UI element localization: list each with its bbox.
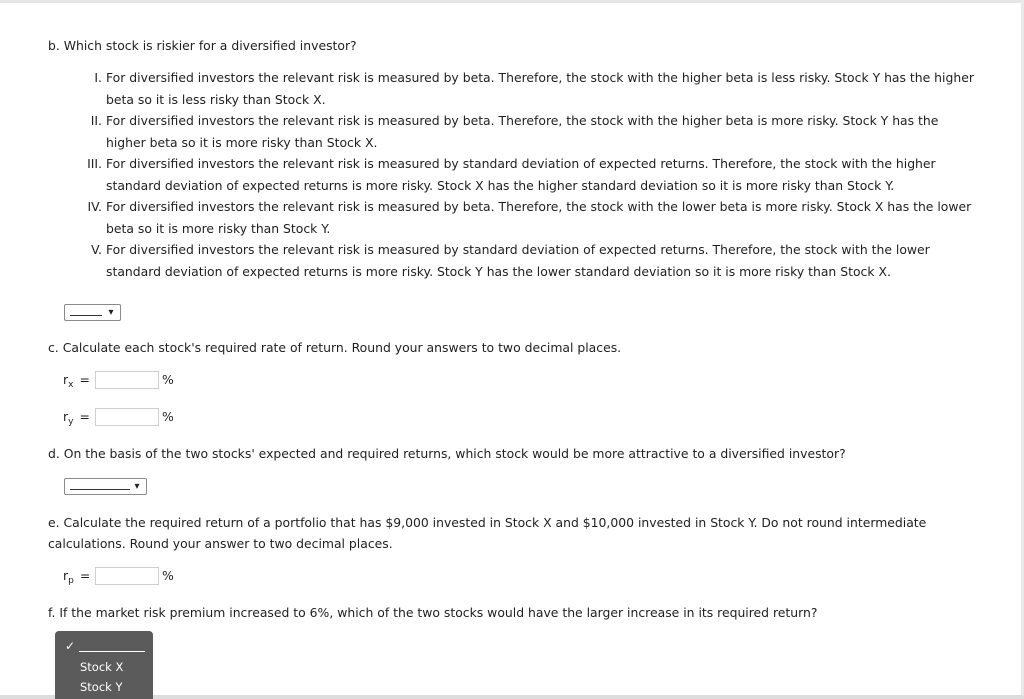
rp-symbol: r (63, 568, 69, 583)
chevron-down-icon: ▾ (108, 307, 114, 318)
dropdown-option-stock-y[interactable]: Stock Y (80, 680, 123, 694)
option-numeral: I. (94, 70, 102, 85)
rx-subscript: x (68, 380, 74, 390)
rp-label (63, 567, 90, 590)
option-numeral: III. (87, 156, 102, 171)
option-text: For diversified investors the relevant risk is measured by beta. Therefore, the stock with the higher beta is less risky. Stock Y has the higher beta so it is less risky than Stock X. (106, 70, 974, 107)
dropdown-selected-blank-option[interactable] (63, 641, 147, 655)
question-d-select[interactable] (64, 478, 147, 495)
chevron-down-icon: ▾ (134, 481, 140, 492)
select-placeholder-line (70, 315, 102, 316)
dropdown-option-stock-x[interactable]: Stock X (80, 660, 124, 674)
question-d-prompt: d. On the basis of the two stocks' expected and required returns, which stock would be more attractive to a diversified investor? (48, 446, 846, 461)
option-numeral: II. (90, 113, 102, 128)
ry-input[interactable] (95, 408, 159, 426)
option-text: For diversified investors the relevant risk is measured by standard deviation of expected returns. Therefore, the stock with the lower standard deviation of expected returns is more risky. Stock Y has the lower standard deviation so it is more risky than Stock X. (106, 242, 930, 279)
option-i (80, 67, 980, 110)
question-f-prompt: f. If the market risk premium increased to 6%, which of the two stocks would have the larger increase in its required return? (48, 605, 818, 620)
rp-percent: % (162, 568, 174, 583)
option-v (80, 239, 980, 282)
rp-subscript: p (68, 576, 74, 586)
option-text: For diversified investors the relevant risk is measured by standard deviation of expected returns. Therefore, the stock with the higher standard deviation of expected returns is more risky. Stock X has the higher standard deviation so it is more risky than Stock Y. (106, 156, 936, 193)
question-c-prompt: c. Calculate each stock's required rate of return. Round your answers to two decimal places. (48, 340, 622, 355)
rx-equals: = (79, 372, 90, 387)
rx-input[interactable] (95, 371, 159, 389)
question-b-select[interactable] (64, 304, 121, 321)
question-b-prompt: b. Which stock is riskier for a diversified investor? (48, 38, 357, 53)
select-placeholder-line (70, 489, 130, 490)
question-e-prompt: e. Calculate the required return of a portfolio that has $9,000 invested in Stock X and $10,000 invested in Stock Y. Do not round intermediate calculations. Round your answer to two decimal places. (48, 515, 927, 551)
rx-label (63, 371, 90, 394)
check-icon: ✓ (65, 639, 76, 653)
ry-equals: = (79, 409, 90, 424)
rp-input[interactable] (95, 567, 159, 585)
option-numeral: IV. (87, 199, 102, 214)
blank-option-line (79, 651, 145, 652)
rp-equals: = (79, 568, 91, 583)
ry-subscript: y (68, 417, 74, 427)
option-ii (80, 110, 980, 153)
option-text: For diversified investors the relevant risk is measured by beta. Therefore, the stock with the higher beta is more risky. Stock Y has the higher beta so it is more risky than Stock X. (106, 113, 939, 150)
ry-percent: % (162, 409, 174, 424)
option-iv (80, 196, 980, 239)
question-f-dropdown-open[interactable] (55, 631, 153, 699)
option-text: For diversified investors the relevant risk is measured by beta. Therefore, the stock with the lower beta is more risky. Stock X has the lower beta so it is more risky than Stock Y. (106, 199, 972, 236)
ry-label (63, 408, 90, 431)
option-numeral: V. (91, 242, 102, 257)
rx-symbol: r (63, 372, 69, 387)
rx-percent: % (162, 372, 174, 387)
bottom-border (0, 695, 1024, 699)
ry-symbol: r (63, 409, 69, 424)
question-b-options (80, 67, 980, 282)
top-border (0, 0, 1024, 3)
option-iii (80, 153, 980, 196)
